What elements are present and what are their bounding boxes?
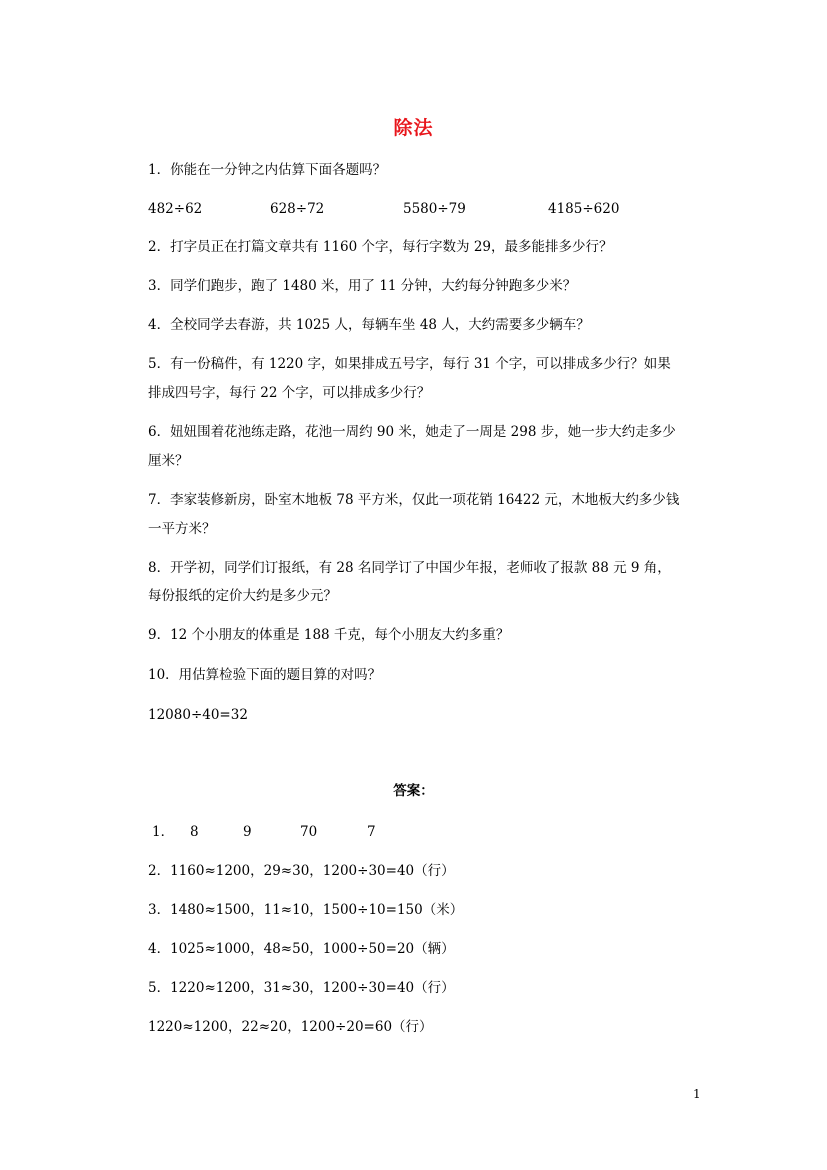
answers-heading: 答案： [393,783,434,799]
question-1: 1．你能在一分钟之内估算下面各题吗？ [148,162,387,178]
answer-5: 5．1220≈1200，31≈30，1200÷30=40（行） [148,980,455,996]
question-3: 3．同学们跑步，跑了 1480 米，用了 11 分钟，大约每分钟跑多少米？ [148,278,577,294]
question-4: 4．全校同学去春游，共 1025 人，每辆车坐 48 人，大约需要多少辆车？ [148,317,590,333]
answer-4: 4．1025≈1000，48≈50，1000÷50=20（辆） [148,941,455,957]
question-8-line-2: 每份报纸的定价大约是多少元？ [148,588,337,604]
question-10: 10．用估算检验下面的题目算的对吗？ [148,667,382,683]
page-number: 1 [693,1087,701,1101]
answer-1-label: 1． [152,824,175,840]
question-5-line-1: 5．有一份稿件，有 1220 字，如果排成五号字，每行 31 个字，可以排成多少行？如果 [148,356,671,372]
q1-item-1: 482÷62 [148,201,203,217]
answer-1-value-3: 70 [300,824,318,840]
question-7-line-2: 一平方米？ [148,521,216,537]
answer-5-continued: 1220≈1200，22≈20，1200÷20=60（行） [148,1019,433,1035]
question-9: 9．12 个小朋友的体重是 188 千克，每个小朋友大约多重？ [148,627,510,643]
question-10-expression: 12080÷40=32 [148,707,248,723]
question-8-line-1: 8．开学初，同学们订报纸，有 28 名同学订了中国少年报，老师收了报款 88 元 9 角， [148,560,671,576]
question-2: 2．打字员正在打篇文章共有 1160 个字，每行字数为 29，最多能排多少行？ [148,239,613,255]
question-6-line-2: 厘米？ [148,453,189,469]
question-6-line-1: 6．妞妞围着花池练走路，花池一周约 90 米，她走了一周是 298 步，她一步大约走多少 [148,424,676,440]
q1-item-3: 5580÷79 [403,201,466,217]
page-title: 除法 [393,117,434,139]
answer-1-value-4: 7 [367,824,376,840]
question-5-line-2: 排成四号字，每行 22 个字，可以排成多少行？ [148,385,431,401]
answer-1-value-2: 9 [243,824,252,840]
question-7-line-1: 7．李家装修新房，卧室木地板 78 平方米，仅此一项花销 16422 元，木地板大约多少钱 [148,492,680,508]
q1-item-4: 4185÷620 [548,201,620,217]
answer-2: 2．1160≈1200，29≈30，1200÷30=40（行） [148,863,455,879]
answer-3: 3．1480≈1500，11≈10，1500÷10=150（米） [148,902,464,918]
q1-item-2: 628÷72 [270,201,325,217]
answer-1-value-1: 8 [190,824,199,840]
